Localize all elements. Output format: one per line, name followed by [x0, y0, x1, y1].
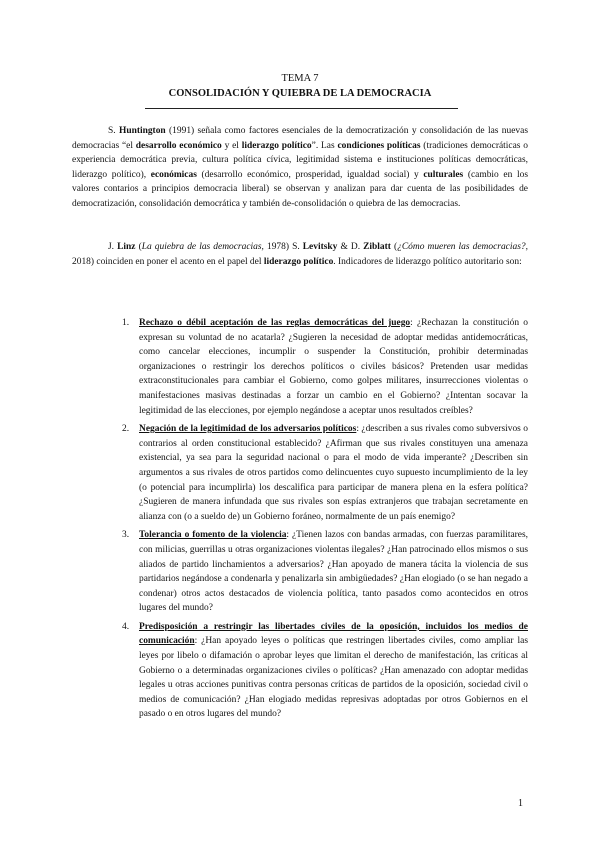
title-underline: [145, 108, 458, 109]
item-text: : ¿describen a sus rivales como subversivos o contrarios al orden constitucional establecido? ¿Afirman que sus rivales constituyen una amenaza existencial, ya sea para la seguridad nacional o para el modo de vida imperante? ¿Describen sin argumentos a sus rivales de otros partidos como delincuentes cuyo supuesto incumplimiento de la ley (o potencial para incumplirla) los descalifica para participar de manera plena en la esfera política? ¿Sugieren de manera infundada que sus rivales son espías extranjeros que trabajan secretamente en alianza con (o a sueldo de) un Gobierno foráneo, normalmente de un país enemigo?: [139, 424, 528, 522]
item-text: : ¿Rechazan la constitución o expresan su voluntad de no acatarla? ¿Sugieren la necesidad de adoptar medidas antidemocráticas, como cancelar elecciones, incumplir o suspender la Constitución, prohibir determinadas organizaciones o restringir los derechos políticos o civiles básicos? Pretenden usar medidas extraconstitucionales para cambiar el Gobierno, como golpes militares, insurrecciones violentas o manifestaciones masivas destinadas a forzar un cambio en el Gobierno? ¿Intentan socavar la legitimidad de las elecciones, por ejemplo negándose a aceptar unos resultados creíbles?: [139, 318, 528, 416]
text-run: J.: [108, 242, 118, 252]
text-run: (tradiciones democráticas o experiencia democrática previa, cultura política cívica, legitimidad sistema e instituciones políticas democráticas, liderazgo político),: [72, 140, 528, 180]
list-item: [72, 528, 528, 616]
text-run: S.: [108, 126, 119, 136]
item-text: : ¿Han apoyado leyes o políticas que restringen libertades civiles, como ampliar las leyes por libelo o difamación o aprobar leyes que limitan el derecho de manifestación, las críticas al Gobierno o a determinadas organizaciones civiles o políticas? ¿Han amenazado con adoptar medidas legales u otras acciones punitivas contra personas críticas de partidos de la oposición, sociedad civil o medios de comunicación? ¿Han elogiado medidas represivas adoptadas por otros Gobiernos en el pasado o en otros lugares del mundo?: [139, 636, 528, 720]
item-number: 2.: [122, 424, 130, 435]
text-run: & D.: [337, 242, 364, 252]
bold-run: Huntington: [118, 126, 166, 136]
header: [0, 72, 600, 101]
page-number: 1: [518, 798, 523, 809]
intro-paragraph: [72, 124, 528, 212]
bold-run: liderazgo político: [241, 140, 312, 151]
text-run: 1978) S.: [263, 242, 303, 252]
bold-run: Levitsky: [302, 242, 338, 252]
item-number: 1.: [122, 318, 130, 328]
list-item: [72, 422, 528, 524]
text-run: (cambio en los valores contarios a principios democracia liberal) se observan y analizan para dar cuenta de las posibilidades de democratización, consolidación democrática y también de-consolidación o quiebra de las democracias.: [72, 169, 528, 209]
text-run: (desarrollo económico, prosperidad, igualdad social) y: [196, 169, 424, 180]
indicator-list: [72, 316, 528, 726]
item-heading: Rechazo o débil aceptación de las reglas democráticas del juego: [139, 318, 411, 328]
item-text: : ¿Tienen lazos con bandas armadas, con fuerzas paramilitares, con milicias, guerrillas u otras organizaciones violentas ilegales? ¿Han patrocinado ellos mismos o sus aliados de partido linchamientos a adversarios? ¿Han apoyado de manera tácita la violencia de sus partidarios negándose a condenarla y penalizarla sin ambigüedades? ¿Han elogiado (o se han negado a condenar) otros actos destacados de violencia política, tanto pasados como acontecidos en otros lugares del mundo?: [139, 530, 528, 614]
item-number: 4.: [122, 621, 130, 632]
item-number: 3.: [122, 530, 130, 541]
page-title: CONSOLIDACIÓN Y QUIEBRA DE LA DEMOCRACIA: [168, 88, 432, 99]
list-item: [72, 316, 528, 418]
bold-run: Linz: [117, 242, 136, 252]
item-heading: Predisposición a restringir las libertades civiles de la oposición, incluidos los medios de comunicación: [139, 621, 528, 647]
list-item: [72, 620, 528, 722]
text-run: ”. Las: [311, 140, 338, 151]
text-run: (: [135, 242, 142, 252]
text-run: 2018) coinciden en poner el acento en el papel del: [72, 256, 264, 267]
item-heading: Negación de la legitimidad de los adversarios políticos: [139, 424, 357, 435]
topic-number: TEMA 7: [281, 73, 319, 84]
bold-run: culturales: [423, 169, 464, 180]
italic-run: ¿Cómo mueren las democracias?,: [397, 242, 528, 252]
bold-run: Ziblatt: [363, 242, 391, 252]
text-run: . Indicadores de liderazgo político autoritario son:: [333, 256, 522, 267]
text-run: y el: [221, 140, 242, 151]
text-run: (1991) señala como factores esenciales de la democratización y consolidación de las nuevas democracias “el: [72, 126, 529, 151]
bold-run: liderazgo político: [263, 256, 334, 267]
second-paragraph: [72, 240, 528, 269]
italic-run: La quiebra de las democracias,: [141, 242, 264, 252]
text-run: (: [390, 242, 398, 252]
item-heading: Tolerancia o fomento de la violencia: [139, 530, 287, 541]
bold-run: económicas: [150, 169, 197, 180]
bold-run: desarrollo económico: [135, 140, 222, 151]
bold-run: condiciones políticas: [337, 140, 421, 151]
